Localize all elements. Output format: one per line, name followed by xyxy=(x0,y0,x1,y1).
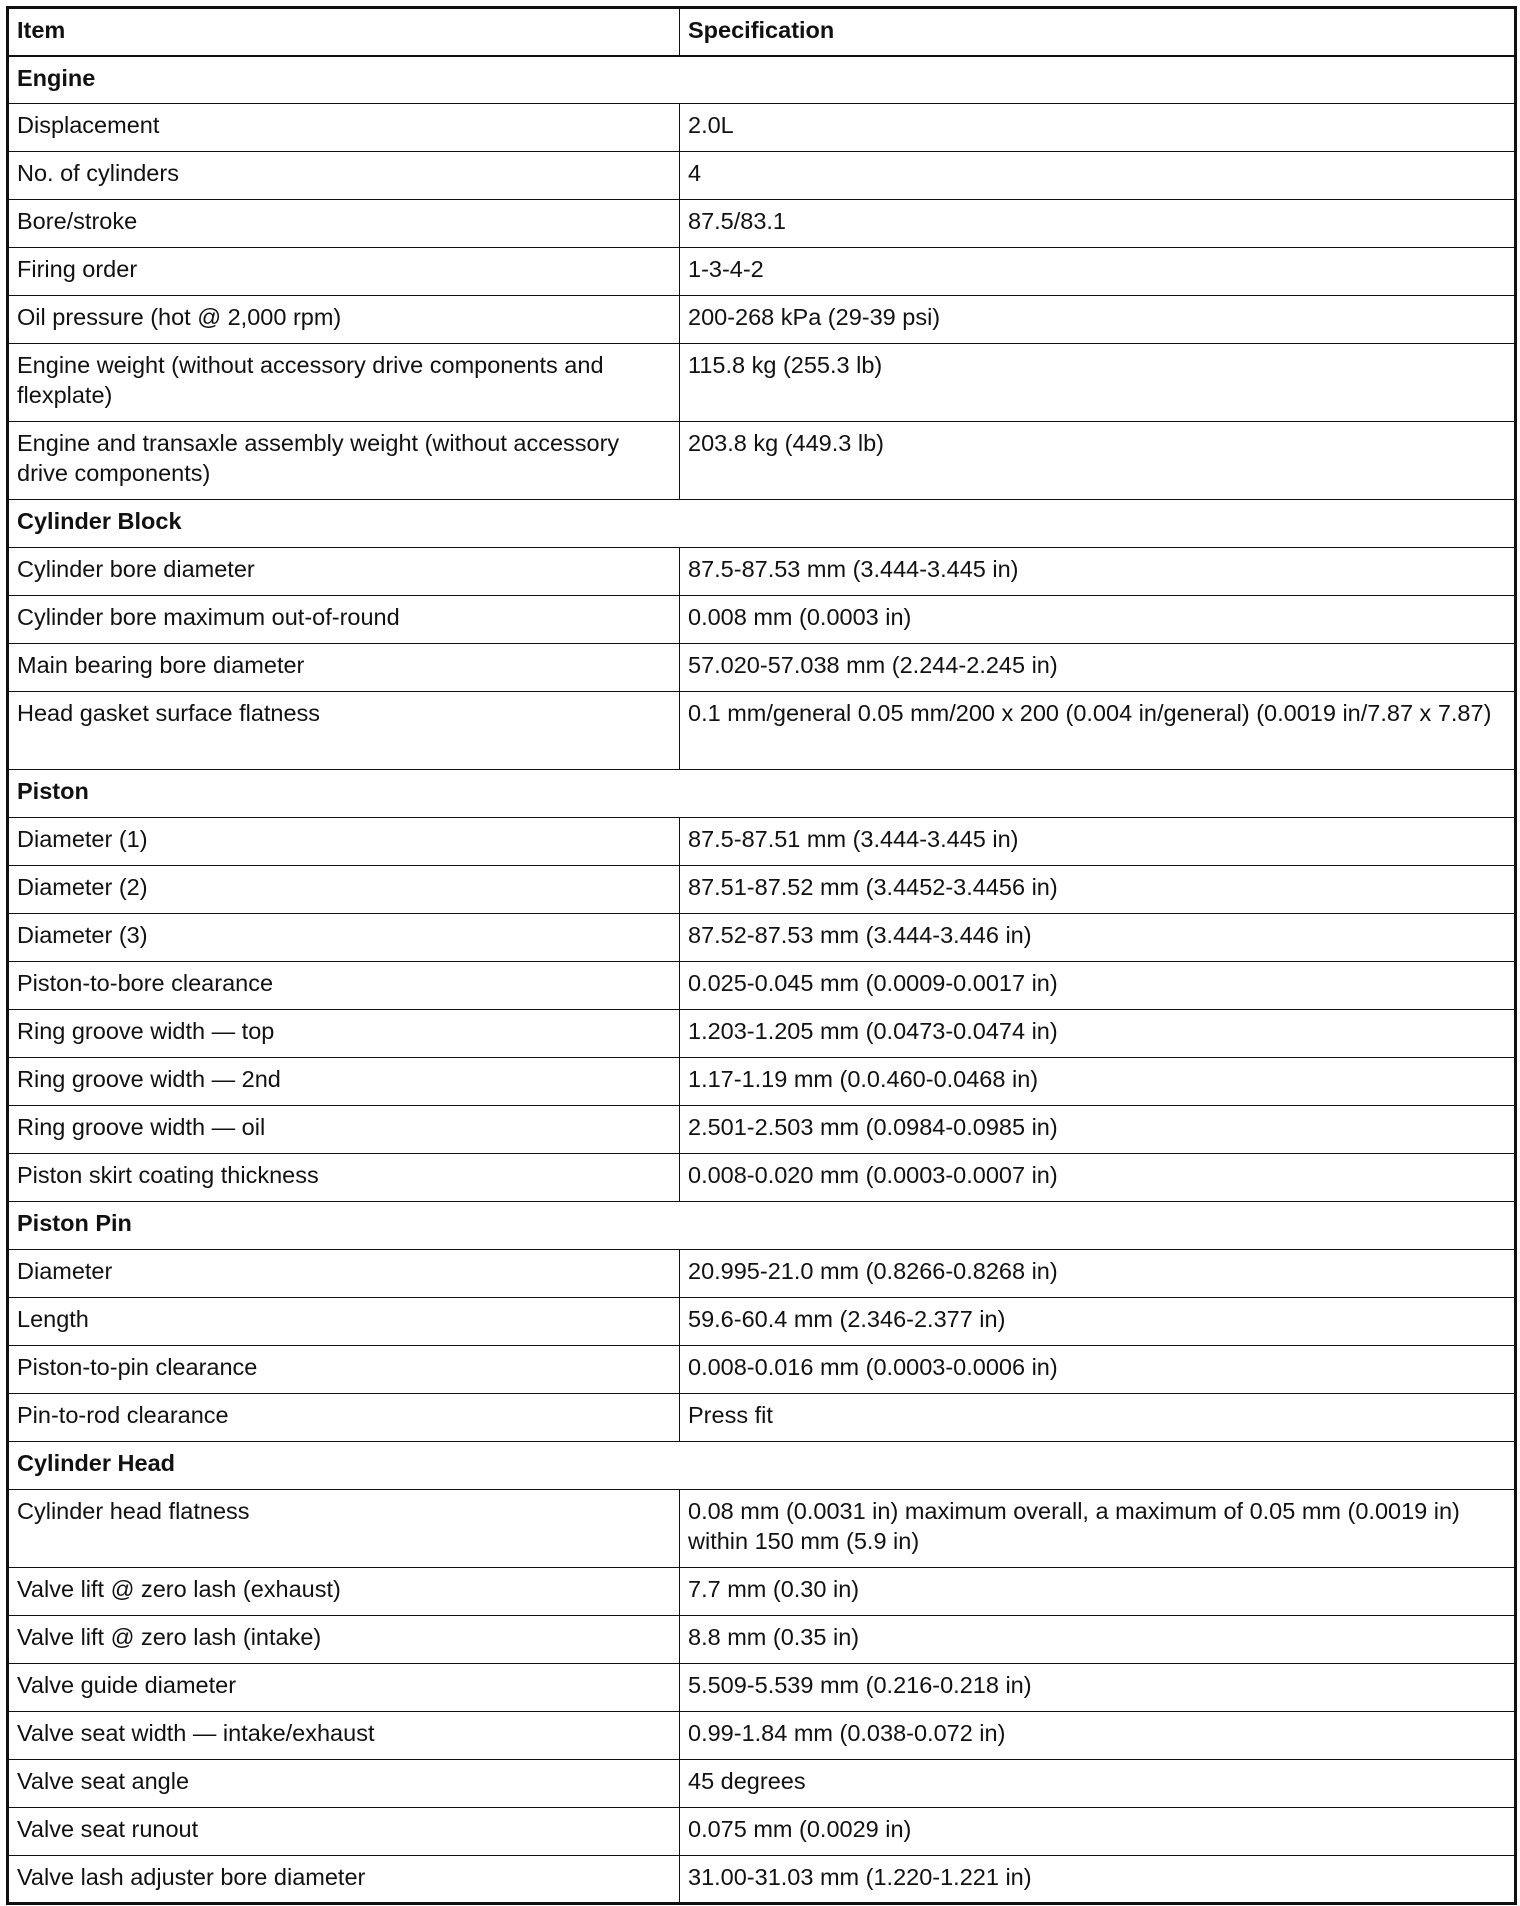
spec-cell: 7.7 mm (0.30 in) xyxy=(680,1568,1516,1616)
spec-cell: 1.203-1.205 mm (0.0473-0.0474 in) xyxy=(680,1010,1516,1058)
spec-cell: 57.020-57.038 mm (2.244-2.245 in) xyxy=(680,644,1516,692)
spec-cell: 1-3-4-2 xyxy=(680,248,1516,296)
item-cell: Piston-to-pin clearance xyxy=(8,1346,680,1394)
section-title: Piston Pin xyxy=(8,1202,1516,1250)
spec-table xyxy=(6,6,1517,1905)
item-cell: Cylinder head flatness xyxy=(8,1490,680,1568)
section-title: Engine xyxy=(8,56,1516,104)
table-row xyxy=(8,1154,1516,1202)
table-row xyxy=(8,1568,1516,1616)
item-cell: Pin-to-rod clearance xyxy=(8,1394,680,1442)
table-row xyxy=(8,1346,1516,1394)
item-cell: Engine weight (without accessory drive components and flexplate) xyxy=(8,344,680,422)
item-cell: Ring groove width — 2nd xyxy=(8,1058,680,1106)
column-header-specification: Specification xyxy=(680,8,1516,56)
table-row xyxy=(8,1298,1516,1346)
table-header-row xyxy=(8,8,1516,56)
table-row xyxy=(8,1250,1516,1298)
section-cylinder-head xyxy=(8,1442,1516,1490)
item-cell: Valve lift @ zero lash (intake) xyxy=(8,1616,680,1664)
item-cell: Head gasket surface flatness xyxy=(8,692,680,770)
column-header-item: Item xyxy=(8,8,680,56)
section-title: Cylinder Block xyxy=(8,500,1516,548)
table-row xyxy=(8,692,1516,770)
item-cell: Oil pressure (hot @ 2,000 rpm) xyxy=(8,296,680,344)
item-cell: Valve lash adjuster bore diameter xyxy=(8,1856,680,1904)
spec-cell: 0.008 mm (0.0003 in) xyxy=(680,596,1516,644)
table-row xyxy=(8,1760,1516,1808)
item-cell: Length xyxy=(8,1298,680,1346)
table-row xyxy=(8,644,1516,692)
spec-cell: 5.509-5.539 mm (0.216-0.218 in) xyxy=(680,1664,1516,1712)
table-row xyxy=(8,1490,1516,1568)
spec-cell: 0.025-0.045 mm (0.0009-0.0017 in) xyxy=(680,962,1516,1010)
item-cell: Piston skirt coating thickness xyxy=(8,1154,680,1202)
table-row xyxy=(8,1106,1516,1154)
spec-cell: 0.08 mm (0.0031 in) maximum overall, a maximum of 0.05 mm (0.0019 in) within 150 mm (5.9 in) xyxy=(680,1490,1516,1568)
table-row xyxy=(8,1010,1516,1058)
spec-cell: 1.17-1.19 mm (0.0.460-0.0468 in) xyxy=(680,1058,1516,1106)
spec-cell: Press fit xyxy=(680,1394,1516,1442)
spec-cell: 2.501-2.503 mm (0.0984-0.0985 in) xyxy=(680,1106,1516,1154)
spec-cell: 87.51-87.52 mm (3.4452-3.4456 in) xyxy=(680,866,1516,914)
spec-cell: 87.5-87.53 mm (3.444-3.445 in) xyxy=(680,548,1516,596)
item-cell: Diameter xyxy=(8,1250,680,1298)
item-cell: Main bearing bore diameter xyxy=(8,644,680,692)
item-cell: Cylinder bore maximum out-of-round xyxy=(8,596,680,644)
table-row xyxy=(8,818,1516,866)
item-cell: Valve guide diameter xyxy=(8,1664,680,1712)
spec-cell: 8.8 mm (0.35 in) xyxy=(680,1616,1516,1664)
table-row xyxy=(8,1394,1516,1442)
item-cell: Displacement xyxy=(8,104,680,152)
table-row xyxy=(8,548,1516,596)
section-title: Cylinder Head xyxy=(8,1442,1516,1490)
spec-cell: 87.5-87.51 mm (3.444-3.445 in) xyxy=(680,818,1516,866)
table-row xyxy=(8,1856,1516,1904)
table-row xyxy=(8,1664,1516,1712)
spec-cell: 0.008-0.016 mm (0.0003-0.0006 in) xyxy=(680,1346,1516,1394)
spec-cell: 0.075 mm (0.0029 in) xyxy=(680,1808,1516,1856)
item-cell: Valve seat width — intake/exhaust xyxy=(8,1712,680,1760)
table-row xyxy=(8,866,1516,914)
spec-cell: 87.52-87.53 mm (3.444-3.446 in) xyxy=(680,914,1516,962)
table-row xyxy=(8,596,1516,644)
item-cell: Firing order xyxy=(8,248,680,296)
table-row xyxy=(8,422,1516,500)
item-cell: Valve lift @ zero lash (exhaust) xyxy=(8,1568,680,1616)
spec-cell: 0.99-1.84 mm (0.038-0.072 in) xyxy=(680,1712,1516,1760)
section-engine xyxy=(8,56,1516,104)
spec-cell: 0.1 mm/general 0.05 mm/200 x 200 (0.004 in/general) (0.0019 in/7.87 x 7.87) xyxy=(680,692,1516,770)
table-row xyxy=(8,1712,1516,1760)
table-row xyxy=(8,914,1516,962)
spec-cell: 2.0L xyxy=(680,104,1516,152)
section-piston-pin xyxy=(8,1202,1516,1250)
spec-cell: 4 xyxy=(680,152,1516,200)
item-cell: Cylinder bore diameter xyxy=(8,548,680,596)
spec-cell: 31.00-31.03 mm (1.220-1.221 in) xyxy=(680,1856,1516,1904)
section-piston xyxy=(8,770,1516,818)
table-row xyxy=(8,1058,1516,1106)
item-cell: No. of cylinders xyxy=(8,152,680,200)
table-row xyxy=(8,296,1516,344)
spec-cell: 0.008-0.020 mm (0.0003-0.0007 in) xyxy=(680,1154,1516,1202)
spec-cell: 45 degrees xyxy=(680,1760,1516,1808)
item-cell: Valve seat angle xyxy=(8,1760,680,1808)
table-row xyxy=(8,152,1516,200)
spec-cell: 200-268 kPa (29-39 psi) xyxy=(680,296,1516,344)
spec-cell: 203.8 kg (449.3 lb) xyxy=(680,422,1516,500)
item-cell: Diameter (1) xyxy=(8,818,680,866)
table-row xyxy=(8,1808,1516,1856)
table-row xyxy=(8,1616,1516,1664)
item-cell: Piston-to-bore clearance xyxy=(8,962,680,1010)
section-title: Piston xyxy=(8,770,1516,818)
item-cell: Diameter (2) xyxy=(8,866,680,914)
item-cell: Diameter (3) xyxy=(8,914,680,962)
table-row xyxy=(8,248,1516,296)
spec-cell: 87.5/83.1 xyxy=(680,200,1516,248)
spec-cell: 20.995-21.0 mm (0.8266-0.8268 in) xyxy=(680,1250,1516,1298)
item-cell: Ring groove width — oil xyxy=(8,1106,680,1154)
table-row xyxy=(8,104,1516,152)
table-row xyxy=(8,344,1516,422)
spec-cell: 59.6-60.4 mm (2.346-2.377 in) xyxy=(680,1298,1516,1346)
item-cell: Ring groove width — top xyxy=(8,1010,680,1058)
table-row xyxy=(8,200,1516,248)
item-cell: Bore/stroke xyxy=(8,200,680,248)
table-row xyxy=(8,962,1516,1010)
section-cylinder-block xyxy=(8,500,1516,548)
item-cell: Engine and transaxle assembly weight (without accessory drive components) xyxy=(8,422,680,500)
spec-cell: 115.8 kg (255.3 lb) xyxy=(680,344,1516,422)
item-cell: Valve seat runout xyxy=(8,1808,680,1856)
